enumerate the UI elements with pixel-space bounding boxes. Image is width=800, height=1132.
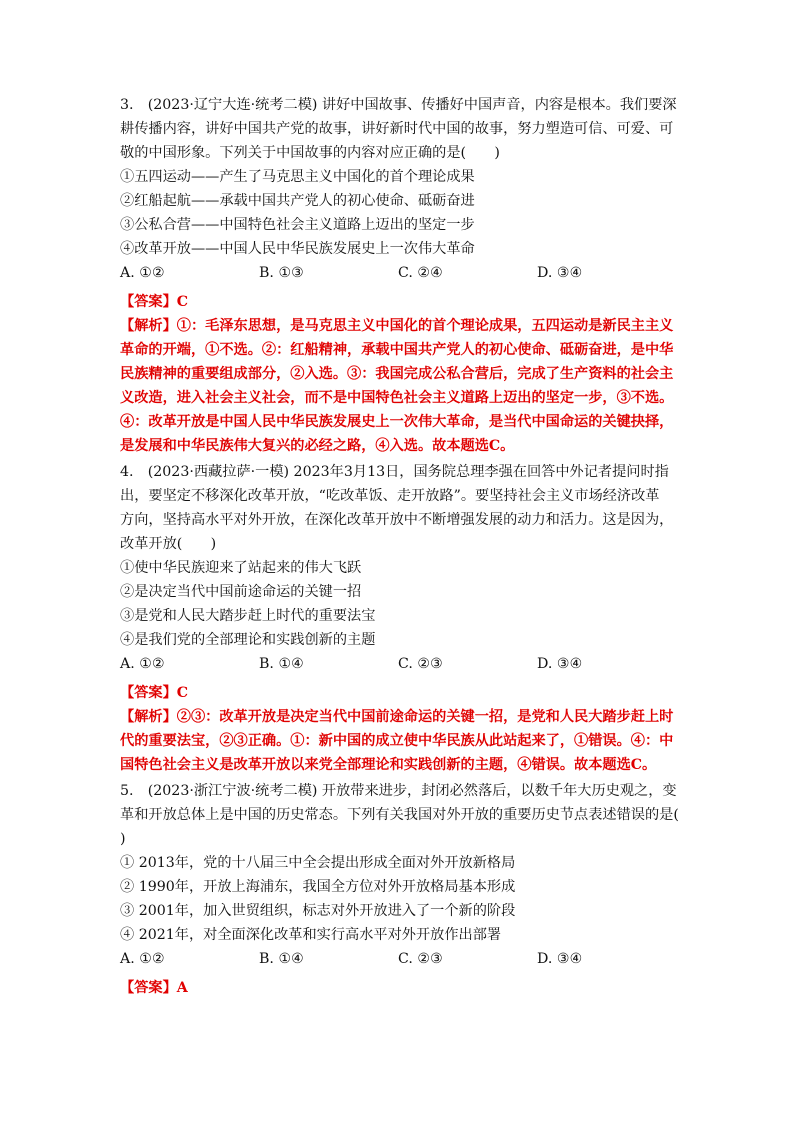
choice-d: D. ③④ [537, 951, 583, 967]
choice-a: A. ①② [120, 265, 165, 281]
explanation-line: ④：改革开放是中国人民中华民族发展史上一次伟大革命，是当代中国命运的关键抉择， [120, 414, 674, 430]
question-stem-line: 4. (2023·西藏拉萨·一模) 2023年3月13日，国务院总理李强在回答中外记者提问时指 [120, 464, 669, 480]
choice-d: D. ③④ [537, 656, 583, 672]
choice-b: B. ①③ [259, 265, 304, 281]
choice-b: B. ①④ [259, 656, 304, 672]
statement-option: ④改革开放——中国人民中华民族发展史上一次伟大革命 [120, 241, 475, 257]
choice-b: B. ①④ [259, 951, 304, 967]
question-stem-line: 敬的中国形象。下列关于中国故事的内容对应正确的是( ) [120, 145, 500, 161]
explanation [120, 314, 686, 458]
choice-c: C. ②④ [398, 265, 443, 281]
explanation-line: 是发展和中华民族伟大复兴的必经之路，④入选。故本题选C。 [120, 438, 515, 454]
choice-c: C. ②③ [398, 951, 443, 967]
statement-option: ③公私合营——中国特色社会主义道路上迈出的坚定一步 [120, 217, 475, 233]
statement-option: ③是党和人民大踏步赶上时代的重要法宝 [120, 608, 376, 624]
choice-c: C. ②③ [398, 656, 443, 672]
statement-option: ④ 2021年，对全面深化改革和实行高水平对外开放作出部署 [120, 927, 502, 943]
question-stem-line: 改革开放( ) [120, 536, 217, 552]
choice-a: A. ①② [120, 951, 165, 967]
question-stem-line: ) [120, 831, 126, 847]
statement-option: ② 1990年，开放上海浦东，我国全方位对外开放格局基本形成 [120, 879, 516, 895]
question-stem-line: 出，要坚定不移深化改革开放，“吃改革饭、走开放路”。要坚持社会主义市场经济改革 [120, 488, 660, 504]
statement-option: ①五四运动——产生了马克思主义中国化的首个理论成果 [120, 169, 475, 185]
explanation-line: 革命的开端，①不选。②：红船精神，承载中国共产党人的初心使命、砥砺奋进，是中华 [120, 342, 674, 358]
question-5 [120, 779, 686, 1000]
question-stem-line: 耕传播内容，讲好中国共产党的故事，讲好新时代中国的故事，努力塑造可信、可爱、可 [120, 121, 674, 137]
statement-option: ① 2013年，党的十八届三中全会提出形成全面对外开放新格局 [120, 855, 516, 871]
statement-option: ①使中华民族迎来了站起来的伟大飞跃 [120, 560, 362, 576]
question-stem-line: 方向，坚持高水平对外开放，在深化改革开放中不断增强发展的动力和活力。这是因为， [120, 512, 674, 528]
answer-label: 【答案】C [120, 685, 189, 701]
choice-d: D. ③④ [537, 265, 583, 281]
question-stem-line: 5. (2023·浙江宁波·统考二模) 开放带来进步，封闭必然落后，以数千年大历史观之，变 [120, 783, 677, 799]
answer-label: 【答案】A [120, 980, 188, 996]
explanation-line: 【解析】②③：改革开放是决定当代中国前途命运的关键一招，是党和人民大踏步赶上时 [120, 709, 674, 725]
answer-choices [120, 652, 686, 676]
explanation-line: 国特色社会主义是改革开放以来党全部理论和实践创新的主题，④错误。故本题选C。 [120, 757, 657, 773]
explanation-line: 义改造，进入社会主义社会，而不是中国特色社会主义道路上迈出的坚定一步，③不选。 [120, 390, 674, 406]
explanation [120, 705, 686, 777]
explanation-line: 【解析】①：毛泽东思想，是马克思主义中国化的首个理论成果，五四运动是新民主主义 [120, 318, 674, 334]
statement-option: ②是决定当代中国前途命运的关键一招 [120, 584, 362, 600]
statement-option: ②红船起航——承载中国共产党人的初心使命、砥砺奋进 [120, 193, 475, 209]
question-3 [120, 93, 686, 458]
question-list [120, 93, 686, 1000]
question-stem-line: 革和开放总体上是中国的历史常态。下列有关我国对外开放的重要历史节点表述错误的是( [120, 807, 679, 823]
explanation-line: 代的重要法宝，②③正确。①：新中国的成立使中华民族从此站起来了，①错误。④：中 [120, 733, 674, 749]
answer-label: 【答案】C [120, 294, 189, 310]
answer-choices [120, 261, 686, 285]
answer-choices [120, 947, 686, 971]
question-stem-line: 3. (2023·辽宁大连·统考二模) 讲好中国故事、传播好中国声音，内容是根本。我们要深 [120, 97, 677, 113]
statement-option: ④是我们党的全部理论和实践创新的主题 [120, 632, 376, 648]
question-4 [120, 460, 686, 777]
statement-option: ③ 2001年，加入世贸组织，标志对外开放进入了一个新的阶段 [120, 903, 516, 919]
choice-a: A. ①② [120, 656, 165, 672]
explanation-line: 民族精神的重要组成部分，②入选。③：我国完成公私合营后，完成了生产资料的社会主 [120, 366, 674, 382]
